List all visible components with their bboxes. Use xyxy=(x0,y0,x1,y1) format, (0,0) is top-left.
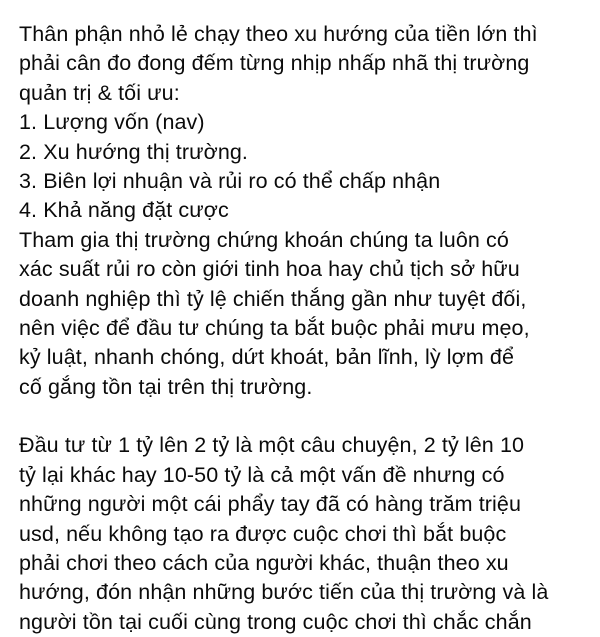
text-line: doanh nghiệp thì tỷ lệ chiến thắng gần như tuyệt đối, xyxy=(19,286,527,311)
text-line: hướng, đón nhận những bước tiến của thị trường và là xyxy=(19,580,549,605)
text-line: Tham gia thị trường chứng khoán chúng ta luôn có xyxy=(19,227,509,252)
note-text xyxy=(19,20,594,637)
paragraph-1 xyxy=(19,20,594,402)
text-line: Thân phận nhỏ lẻ chạy theo xu hướng của tiền lớn thì xyxy=(19,22,538,46)
text-line: phải chơi theo cách của người khác, thuận theo xu xyxy=(19,551,509,576)
paragraph-2 xyxy=(19,431,594,637)
list-item-3: 3. Biên lợi nhuận và rủi ro có thể chấp nhận xyxy=(19,168,441,193)
text-line: xác suất rủi ro còn giới tinh hoa hay chủ tịch sở hữu xyxy=(19,257,520,282)
text-line: kỷ luật, nhanh chóng, dứt khoát, bản lĩnh, lỳ lợm để xyxy=(19,345,515,370)
paragraph-spacer xyxy=(19,402,594,431)
text-line: người tồn tại cuối cùng trong cuộc chơi thì chắc chắn xyxy=(19,609,532,634)
text-line: quản trị & tối ưu: xyxy=(19,80,180,105)
text-line: phải cân đo đong đếm từng nhịp nhấp nhã thị trường xyxy=(19,51,530,76)
list-item-1: 1. Lượng vốn (nav) xyxy=(19,110,205,135)
list-item-2: 2. Xu hướng thị trường. xyxy=(19,139,249,164)
text-line: nên việc để đầu tư chúng ta bắt buộc phải mưu mẹo, xyxy=(19,315,530,340)
text-line: cố gắng tồn tại trên thị trường. xyxy=(19,374,313,399)
list-item-4: 4. Khả năng đặt cược xyxy=(19,198,229,223)
text-line: tỷ lại khác hay 10-50 tỷ là cả một vấn đề nhưng có xyxy=(19,462,505,487)
text-line: những người một cái phẩy tay đã có hàng trăm triệu xyxy=(19,492,522,517)
text-line: Đầu tư từ 1 tỷ lên 2 tỷ là một câu chuyện, 2 tỷ lên 10 xyxy=(19,433,525,458)
text-line: usd, nếu không tạo ra được cuộc chơi thì bắt buộc xyxy=(19,521,507,546)
